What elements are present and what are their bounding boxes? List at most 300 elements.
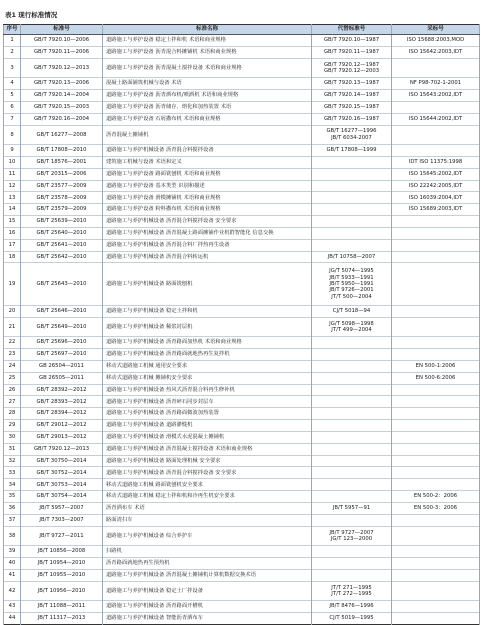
replaced-standard: GB/T 7920.12—1987 <box>323 61 380 68</box>
cell-replaces <box>312 35 392 47</box>
cell-code: JB/T 10856—2008 <box>21 546 103 558</box>
cell-replaces <box>312 384 392 396</box>
cell-adopt <box>392 337 480 349</box>
cell-replaces <box>312 420 392 432</box>
cell-replaces <box>312 337 392 349</box>
table-row <box>4 372 480 384</box>
cell-no: 14 <box>4 204 21 216</box>
cell-no: 26 <box>4 384 21 396</box>
table-title: 表1 现行标准情况 <box>5 11 58 19</box>
cell-no: 35 <box>4 491 21 503</box>
replaced-standard: JB/T 6034-2007 <box>331 134 372 141</box>
cell-code: GB/T 7920.14—2004 <box>21 90 103 102</box>
cell-no: 29 <box>4 420 21 432</box>
cell-adopt: IDT ISO 11375:1998 <box>392 156 480 168</box>
cell-replaces <box>312 125 392 144</box>
table-row <box>4 145 480 157</box>
cell-name: 道路施工与养护机械设备 沥青混合料搅拌设备 <box>103 145 312 157</box>
cell-replaces <box>312 558 392 570</box>
cell-replaces <box>312 192 392 204</box>
table-row <box>4 455 480 467</box>
cell-no: 3 <box>4 58 21 77</box>
table-row <box>4 263 480 305</box>
cell-code: GB 26504—2011 <box>21 360 103 372</box>
cell-no: 38 <box>4 526 21 545</box>
cell-replaces <box>312 168 392 180</box>
cell-no: 24 <box>4 360 21 372</box>
cell-name: 道路施工与养护机械设备 沥青混凝土路面摊铺作业机群智能化 信息交换 <box>103 227 312 239</box>
cell-replaces <box>312 156 392 168</box>
cell-name: 道路施工与养护机械设备 道路灌缝机 <box>103 420 312 432</box>
cell-adopt <box>392 384 480 396</box>
cell-name: 建筑施工机械与设备 术语和定义 <box>103 156 312 168</box>
cell-no: 39 <box>4 546 21 558</box>
cell-code: GB/T 29012—2012 <box>21 420 103 432</box>
cell-replaces <box>312 204 392 216</box>
cell-replaces <box>312 372 392 384</box>
cell-replaces <box>312 317 392 336</box>
cell-no: 22 <box>4 337 21 349</box>
standards-table <box>3 24 480 625</box>
cell-no: 30 <box>4 431 21 443</box>
replaced-standard: GB/T 7920.12—2003 <box>323 67 380 74</box>
header-code: 标准号 <box>21 25 103 35</box>
cell-no: 21 <box>4 317 21 336</box>
cell-replaces <box>312 263 392 305</box>
cell-replaces <box>312 503 392 515</box>
cell-adopt <box>392 349 480 361</box>
cell-code: JB/T 10955—2010 <box>21 569 103 581</box>
table-row <box>4 420 480 432</box>
cell-code: GB/T 30753—2014 <box>21 479 103 491</box>
replaced-standard: JB/T 8476—1996 <box>329 603 374 610</box>
cell-replaces <box>312 613 392 625</box>
cell-code: GB/T 25697—2010 <box>21 349 103 361</box>
cell-adopt <box>392 467 480 479</box>
cell-code: GB/T 7920.12—2013 <box>21 58 103 77</box>
cell-code: GB/T 23578—2009 <box>21 192 103 204</box>
cell-replaces <box>312 396 392 408</box>
cell-adopt <box>392 125 480 144</box>
cell-name: 道路施工与养护机械设备 沥青混凝土搅拌设备 术语和商业规格 <box>103 443 312 455</box>
cell-adopt <box>392 526 480 545</box>
cell-code: GB/T 18576—2001 <box>21 156 103 168</box>
cell-code: JB/T 5957—2007 <box>21 503 103 515</box>
cell-code: JB/T 7303—2007 <box>21 514 103 526</box>
cell-adopt <box>392 396 480 408</box>
cell-no: 16 <box>4 227 21 239</box>
cell-name: 道路施工与养护机械设备 沥青混合料搅拌设备 安全要求 <box>103 216 312 228</box>
cell-replaces <box>312 113 392 125</box>
replaced-standard: JB/T 9727—2007 <box>329 529 374 536</box>
table-row <box>4 192 480 204</box>
cell-no: 13 <box>4 192 21 204</box>
table-row <box>4 90 480 102</box>
cell-code: GB/T 25649—2010 <box>21 317 103 336</box>
cell-name: 道路施工与养护机械设备 稳定土厂拌设备 <box>103 581 312 600</box>
table-row <box>4 180 480 192</box>
cell-replaces <box>312 546 392 558</box>
cell-adopt <box>392 443 480 455</box>
cell-no: 28 <box>4 408 21 420</box>
cell-no: 43 <box>4 601 21 613</box>
cell-adopt <box>392 601 480 613</box>
replaced-standard: JB/T 5933—1991 <box>329 274 374 281</box>
cell-name: 道路施工与养护机械设备 路面铣刨机 <box>103 263 312 305</box>
cell-adopt <box>392 431 480 443</box>
cell-name: 道路施工与养护机械设备 沥青碎石同步封层车 <box>103 396 312 408</box>
cell-code: GB/T 23579—2009 <box>21 204 103 216</box>
cell-code: GB/T 23577—2009 <box>21 180 103 192</box>
cell-name: 扫路机 <box>103 546 312 558</box>
cell-name: 道路施工与养护机械设备 沥青路面微波加热装置 <box>103 408 312 420</box>
cell-replaces <box>312 216 392 228</box>
cell-replaces <box>312 491 392 503</box>
cell-name: 道路施工与养护设备 稳定土拌和机 术语和商业规格 <box>103 35 312 47</box>
cell-adopt <box>392 408 480 420</box>
table-row <box>4 35 480 47</box>
cell-adopt: ISO 15643:2002,IDT <box>392 90 480 102</box>
cell-code: GB/T 25696—2010 <box>21 337 103 349</box>
table-row <box>4 514 480 526</box>
cell-name: 道路施工与养护机械设备 沥青混合料搅拌设备 安全要求 <box>103 467 312 479</box>
cell-adopt: ISO 15644:2002,IDT <box>392 113 480 125</box>
replaced-standard: GB/T 17808—1999 <box>326 147 377 154</box>
replaced-standard: CJ/T 5019—1995 <box>329 615 374 622</box>
table-row <box>4 125 480 144</box>
cell-adopt: EN 500-2：2006 <box>392 491 480 503</box>
table-row <box>4 113 480 125</box>
cell-name: 道路施工与养护设备 沥青混凝土搅拌设备 术语和商业规格 <box>103 58 312 77</box>
cell-adopt <box>392 455 480 467</box>
cell-name: 沥青混凝土摊铺机 <box>103 125 312 144</box>
cell-replaces <box>312 58 392 77</box>
table-row <box>4 558 480 570</box>
table-row <box>4 479 480 491</box>
cell-no: 11 <box>4 168 21 180</box>
table-body <box>4 35 480 625</box>
cell-replaces <box>312 601 392 613</box>
cell-name: 移动式道路施工机械 稳定土拌和机和冷再生机安全要求 <box>103 491 312 503</box>
cell-name: 道路施工与养护设备 沥青洒布机/喷洒机 术语和商业规格 <box>103 90 312 102</box>
cell-adopt <box>392 251 480 263</box>
table-row <box>4 546 480 558</box>
replaced-standard: GB/T 7920.13—1987 <box>323 80 380 87</box>
cell-adopt <box>392 581 480 600</box>
cell-no: 8 <box>4 125 21 144</box>
table-row <box>4 431 480 443</box>
header-replaces: 代替标准号 <box>312 25 392 35</box>
cell-name: 道路施工与养护机械设备 沥青路面就地热再生复拌机 <box>103 349 312 361</box>
cell-no: 31 <box>4 443 21 455</box>
cell-code: GB/T 28394—2012 <box>21 408 103 420</box>
cell-code: GB/T 25641—2010 <box>21 239 103 251</box>
cell-name: 道路施工与养护设备 滑模摊铺机 术语和商业规格 <box>103 192 312 204</box>
cell-name: 移动式道路施工机械 摊铺机安全要求 <box>103 372 312 384</box>
replaced-standard: GB/T 7920.11—1987 <box>323 49 380 56</box>
cell-replaces <box>312 431 392 443</box>
table-row <box>4 396 480 408</box>
cell-name: 道路施工与养护机械设备 沥青路面开槽机 <box>103 601 312 613</box>
table-row <box>4 581 480 600</box>
cell-no: 20 <box>4 305 21 317</box>
cell-replaces <box>312 90 392 102</box>
cell-code: GB/T 7920.12—2013 <box>21 443 103 455</box>
cell-replaces <box>312 514 392 526</box>
cell-code: JB/T 10956—2010 <box>21 581 103 600</box>
table-row <box>4 443 480 455</box>
cell-name: 道路施工与养护设备 路面铣刨机 术语和商业规格 <box>103 168 312 180</box>
cell-code: GB/T 7920.15—2003 <box>21 101 103 113</box>
replaced-standard: JB/T 9726—2001 <box>329 287 374 294</box>
cell-code: JB/T 11317—2013 <box>21 613 103 625</box>
cell-code: GB/T 7920.16—2004 <box>21 113 103 125</box>
cell-replaces <box>312 467 392 479</box>
cell-code: GB/T 28393—2012 <box>21 396 103 408</box>
table-row <box>4 349 480 361</box>
cell-adopt <box>392 305 480 317</box>
cell-no: 10 <box>4 156 21 168</box>
cell-adopt: NF P98-702-1-2001 <box>392 78 480 90</box>
cell-replaces <box>312 360 392 372</box>
cell-replaces <box>312 305 392 317</box>
cell-no: 42 <box>4 581 21 600</box>
cell-adopt <box>392 514 480 526</box>
cell-code: JB/T 9727—2011 <box>21 526 103 545</box>
table-row <box>4 251 480 263</box>
table-header-row <box>4 25 480 35</box>
replaced-standard: GB/T 16277—1996 <box>326 128 377 135</box>
table-row <box>4 78 480 90</box>
cell-name: 道路施工与养护机械设备 沥青混凝土摊铺机计算机数据交换术语 <box>103 569 312 581</box>
cell-code: GB/T 25646—2010 <box>21 305 103 317</box>
cell-adopt <box>392 58 480 77</box>
cell-no: 40 <box>4 558 21 570</box>
cell-name: 道路施工与养护机械设备 综合养护车 <box>103 526 312 545</box>
cell-replaces <box>312 101 392 113</box>
cell-replaces <box>312 227 392 239</box>
cell-name: 移动式道路施工机械 路面铣刨机安全要求 <box>103 479 312 491</box>
cell-code: GB 26505—2011 <box>21 372 103 384</box>
cell-code: GB/T 17808—2010 <box>21 145 103 157</box>
cell-no: 2 <box>4 46 21 58</box>
cell-no: 32 <box>4 455 21 467</box>
table-row <box>4 46 480 58</box>
cell-code: GB/T 25639—2010 <box>21 216 103 228</box>
cell-replaces <box>312 46 392 58</box>
cell-no: 9 <box>4 145 21 157</box>
cell-adopt <box>392 227 480 239</box>
cell-adopt: EN 500-1:2006 <box>392 360 480 372</box>
cell-adopt: ISO 16039:2004,IDT <box>392 192 480 204</box>
cell-name: 道路施工与养护机械设备 稀浆封层机 <box>103 317 312 336</box>
cell-adopt: ISO 15645:2002,IDT <box>392 168 480 180</box>
table-row <box>4 491 480 503</box>
cell-no: 15 <box>4 216 21 228</box>
cell-adopt: ISO 15642:2003,IDT <box>392 46 480 58</box>
cell-replaces <box>312 239 392 251</box>
cell-name: 道路施工与养护设备 粉料撒布机 术语和商业规格 <box>103 204 312 216</box>
cell-no: 18 <box>4 251 21 263</box>
table-row <box>4 204 480 216</box>
cell-code: GB/T 20315—2006 <box>21 168 103 180</box>
cell-name: 道路施工与养护机械设备 路面处理机械 安全要求 <box>103 455 312 467</box>
cell-replaces <box>312 78 392 90</box>
cell-name: 沥青洒布车 术语 <box>103 503 312 515</box>
replaced-standard: CJ/T 5018—94 <box>332 308 371 315</box>
cell-code: GB/T 28392—2012 <box>21 384 103 396</box>
table-row <box>4 317 480 336</box>
header-no: 序号 <box>4 25 21 35</box>
table-row <box>4 408 480 420</box>
cell-adopt <box>392 101 480 113</box>
cell-adopt <box>392 420 480 432</box>
replaced-standard: JG/T 123—2000 <box>330 535 373 542</box>
cell-adopt: EN 500-3：2006 <box>392 503 480 515</box>
cell-adopt <box>392 569 480 581</box>
cell-code: JB/T 11088—2011 <box>21 601 103 613</box>
replaced-standard: GB/T 7920.14—1987 <box>323 92 380 99</box>
cell-replaces <box>312 581 392 600</box>
cell-no: 12 <box>4 180 21 192</box>
cell-replaces <box>312 455 392 467</box>
cell-name: 混凝土路面铺筑机械与设备 术语 <box>103 78 312 90</box>
cell-name: 道路施工与养护机械设备 稳定土拌和机 <box>103 305 312 317</box>
cell-no: 36 <box>4 503 21 515</box>
cell-adopt <box>392 239 480 251</box>
cell-code: GB/T 7920.11—2006 <box>21 46 103 58</box>
cell-replaces <box>312 180 392 192</box>
replaced-standard: JT/T 271—1995 <box>331 584 372 591</box>
cell-replaces <box>312 349 392 361</box>
cell-name: 道路施工与养护设备 基本类型 识别和描述 <box>103 180 312 192</box>
replaced-standard: JB/T 5957—91 <box>332 505 371 512</box>
replaced-standard: JB/T 5950—1991 <box>329 280 374 287</box>
cell-adopt <box>392 558 480 570</box>
cell-code: GB/T 7920.13—2006 <box>21 78 103 90</box>
cell-no: 4 <box>4 78 21 90</box>
table-row <box>4 503 480 515</box>
cell-name: 道路施工与养护机械设备 沥青混合料厂拌热再生设备 <box>103 239 312 251</box>
cell-code: GB/T 25642—2010 <box>21 251 103 263</box>
cell-adopt <box>392 145 480 157</box>
table-row <box>4 526 480 545</box>
cell-code: GB/T 25643—2010 <box>21 263 103 305</box>
cell-code: GB/T 30750—2014 <box>21 455 103 467</box>
table-row <box>4 168 480 180</box>
cell-replaces <box>312 569 392 581</box>
table-row <box>4 337 480 349</box>
replaced-standard: JT/T 500—2004 <box>331 293 372 300</box>
cell-no: 6 <box>4 101 21 113</box>
cell-no: 1 <box>4 35 21 47</box>
cell-no: 37 <box>4 514 21 526</box>
cell-no: 19 <box>4 263 21 305</box>
cell-name: 道路施工与养护机械设备 沥青路面加热机 术语和商业规格 <box>103 337 312 349</box>
table-row <box>4 101 480 113</box>
cell-code: GB/T 25640—2010 <box>21 227 103 239</box>
cell-name: 路面清扫车 <box>103 514 312 526</box>
cell-code: GB/T 29013—2012 <box>21 431 103 443</box>
table-row <box>4 305 480 317</box>
cell-name: 沥青路面就地热再生预热机 <box>103 558 312 570</box>
cell-no: 23 <box>4 349 21 361</box>
cell-no: 25 <box>4 372 21 384</box>
cell-code: JB/T 10954—2010 <box>21 558 103 570</box>
cell-adopt <box>392 216 480 228</box>
cell-adopt <box>392 479 480 491</box>
cell-adopt: ISO 22242:2005,IDT <box>392 180 480 192</box>
cell-replaces <box>312 443 392 455</box>
cell-name: 移动式道路施工机械 通用安全要求 <box>103 360 312 372</box>
replaced-standard: JG/T 5074—1995 <box>329 268 374 275</box>
replaced-standard: GB/T 7920.15—1987 <box>323 104 380 111</box>
cell-adopt <box>392 613 480 625</box>
table-row <box>4 360 480 372</box>
replaced-standard: JB/T 10758—2007 <box>327 253 376 260</box>
cell-replaces <box>312 251 392 263</box>
table-row <box>4 58 480 77</box>
cell-name: 道路施工与养护机械设备 滑模式水泥混凝土摊铺机 <box>103 431 312 443</box>
cell-no: 34 <box>4 479 21 491</box>
cell-no: 27 <box>4 396 21 408</box>
cell-replaces <box>312 145 392 157</box>
cell-replaces <box>312 526 392 545</box>
cell-name: 道路施工与养护设备 沥青混合料摊铺机 术语和商业规格 <box>103 46 312 58</box>
replaced-standard: JT/T 272—1995 <box>331 590 372 597</box>
cell-name: 道路施工与养护机械设备 热风式沥青混合料再生修补机 <box>103 384 312 396</box>
cell-no: 41 <box>4 569 21 581</box>
cell-code: GB/T 30752—2014 <box>21 467 103 479</box>
cell-no: 17 <box>4 239 21 251</box>
cell-name: 道路施工与养护设备 石屑撒布机 术语和商业规格 <box>103 113 312 125</box>
cell-no: 5 <box>4 90 21 102</box>
header-adopt: 采标号 <box>392 25 480 35</box>
cell-name: 道路施工与养护机械设备 智能沥青洒布车 <box>103 613 312 625</box>
cell-adopt: EN 500-6:2006 <box>392 372 480 384</box>
replaced-standard: GB/T 7920.10—1987 <box>323 37 380 44</box>
cell-name: 道路施工与养护设备 沥青储存、熔化和加热装置 术语 <box>103 101 312 113</box>
cell-adopt: ISO 15688:2003,MOD <box>392 35 480 47</box>
cell-replaces <box>312 408 392 420</box>
cell-no: 33 <box>4 467 21 479</box>
replaced-standard: JG/T 5098—1998 <box>329 320 374 327</box>
cell-adopt <box>392 317 480 336</box>
cell-code: GB/T 7920.10—2006 <box>21 35 103 47</box>
cell-no: 44 <box>4 613 21 625</box>
cell-replaces <box>312 479 392 491</box>
table-row <box>4 569 480 581</box>
cell-no: 7 <box>4 113 21 125</box>
replaced-standard: JT/T 499—2004 <box>331 326 372 333</box>
cell-code: GB/T 30754—2014 <box>21 491 103 503</box>
table-row <box>4 467 480 479</box>
table-row <box>4 227 480 239</box>
table-row <box>4 216 480 228</box>
cell-name: 道路施工与养护机械设备 沥青混合料转运机 <box>103 251 312 263</box>
table-row <box>4 156 480 168</box>
table-row <box>4 613 480 625</box>
replaced-standard: GB/T 7920.16—1987 <box>323 115 380 122</box>
table-row <box>4 384 480 396</box>
table-row <box>4 239 480 251</box>
cell-adopt <box>392 263 480 305</box>
table-row <box>4 601 480 613</box>
header-name: 标准名称 <box>103 25 312 35</box>
cell-code: GB/T 16277—2008 <box>21 125 103 144</box>
cell-adopt <box>392 546 480 558</box>
cell-adopt: ISO 15689:2003,IDT <box>392 204 480 216</box>
